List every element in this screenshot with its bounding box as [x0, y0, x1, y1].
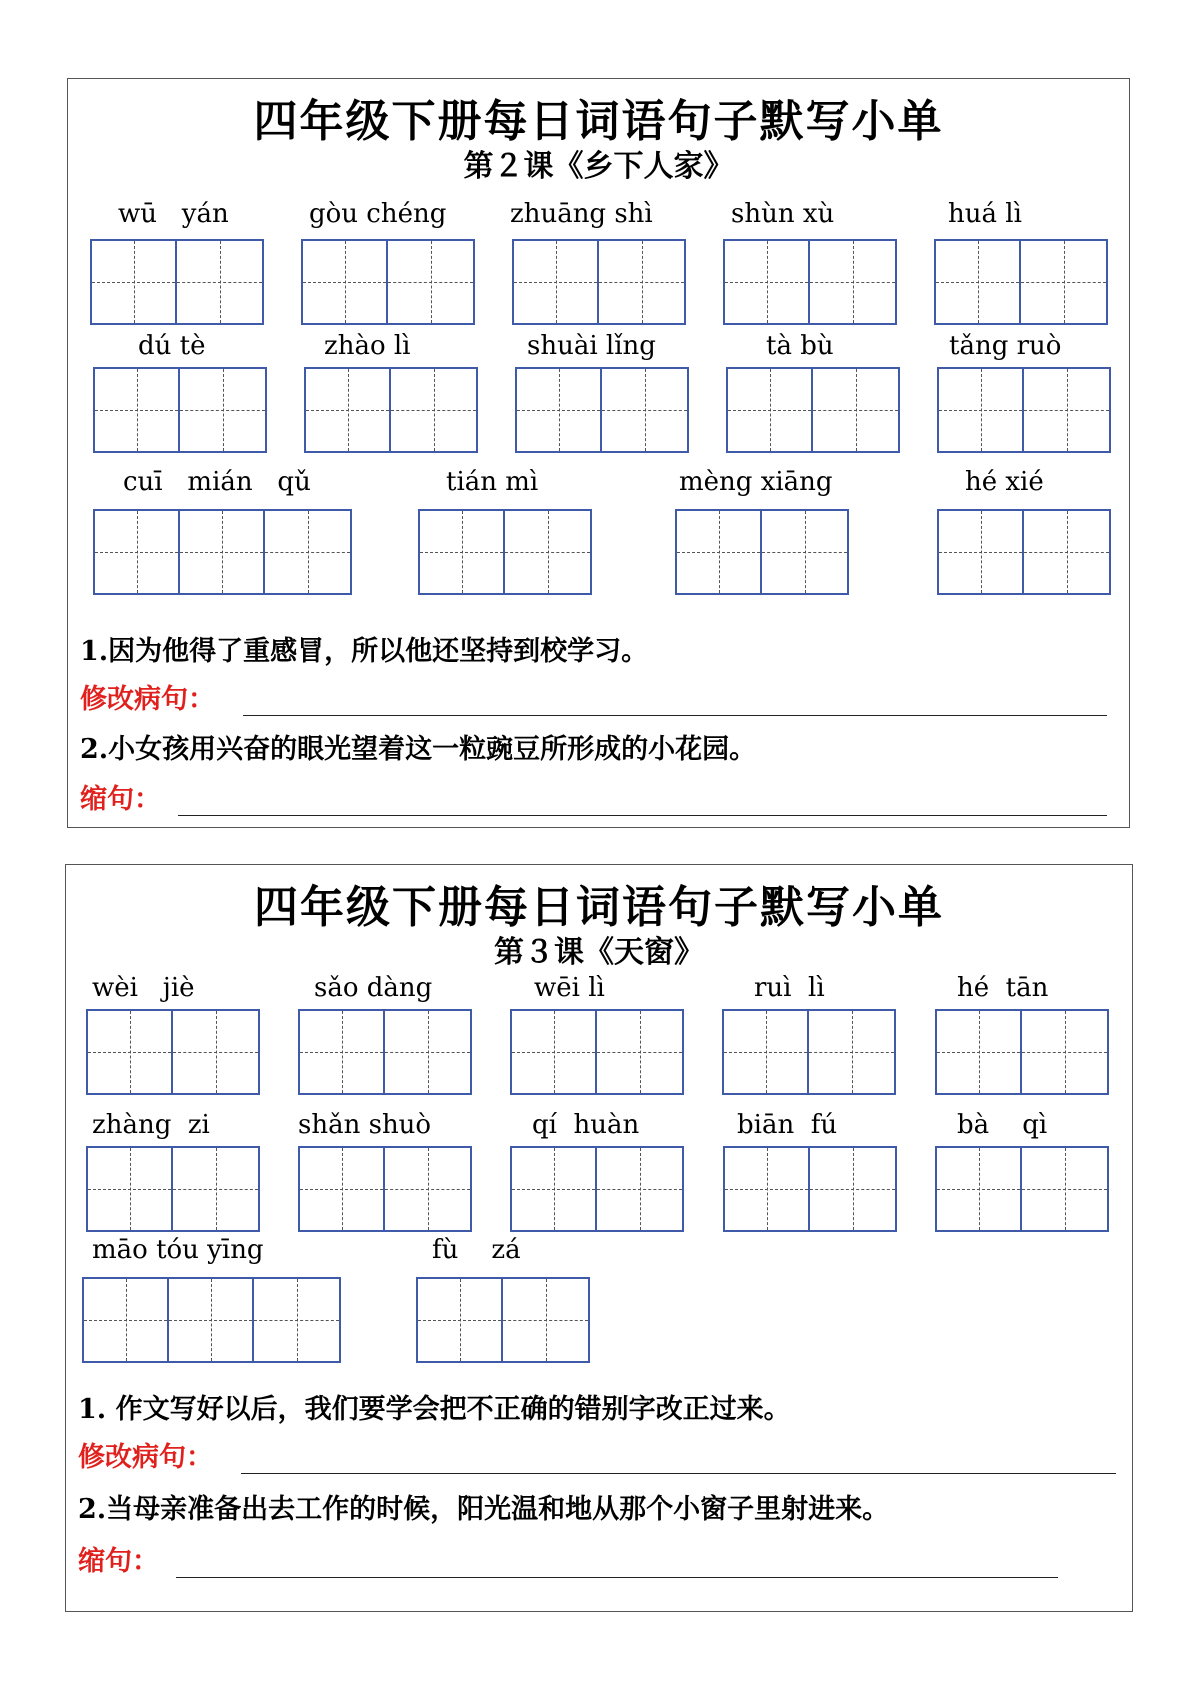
revise-label: 修改病句： — [80, 684, 215, 715]
pinyin-label: wèi jiè — [92, 973, 195, 1003]
pinyin-label: mèng xiāng — [679, 467, 833, 497]
worksheet-title: 四年级下册每日词语句子默写小单 — [253, 96, 944, 147]
writing-grid[interactable] — [86, 1146, 260, 1232]
sentence-shorten: 2.小女孩用兴奋的眼光望着这一粒豌豆所形成的小花园。 — [80, 734, 757, 765]
revise-label: 修改病句： — [78, 1442, 213, 1473]
writing-grid[interactable] — [93, 509, 352, 595]
pinyin-label: bà qì — [957, 1110, 1048, 1140]
pinyin-label: shǎn shuò — [298, 1110, 432, 1140]
writing-grid[interactable] — [515, 367, 689, 453]
revise-answer-line[interactable] — [241, 1473, 1116, 1474]
pinyin-label: zhào lì — [324, 331, 411, 361]
writing-grid[interactable] — [935, 1146, 1109, 1232]
writing-grid[interactable] — [416, 1277, 590, 1363]
pinyin-label: sǎo dàng — [314, 973, 433, 1003]
pinyin-label: shùn xù — [731, 199, 835, 229]
writing-grid[interactable] — [82, 1277, 341, 1363]
pinyin-label: hé tān — [957, 973, 1049, 1003]
worksheet-card-1 — [67, 78, 1130, 828]
worksheet-title: 四年级下册每日词语句子默写小单 — [254, 882, 944, 933]
writing-grid[interactable] — [298, 1146, 472, 1232]
pinyin-label: gòu chéng — [309, 199, 447, 229]
pinyin-label: tà bù — [766, 331, 834, 361]
pinyin-label: ruì lì — [754, 973, 825, 1003]
sentence-revise: 1.因为他得了重感冒，所以他还坚持到校学习。 — [80, 636, 649, 667]
writing-grid[interactable] — [722, 1009, 896, 1095]
writing-grid[interactable] — [510, 1009, 684, 1095]
pinyin-label: dú tè — [138, 331, 206, 361]
writing-grid[interactable] — [935, 1009, 1109, 1095]
writing-grid[interactable] — [512, 239, 686, 325]
writing-grid[interactable] — [675, 509, 849, 595]
pinyin-label: shuài lǐng — [527, 331, 656, 361]
writing-grid[interactable] — [301, 239, 475, 325]
pinyin-label: tián mì — [446, 467, 539, 497]
pinyin-label: qí huàn — [532, 1110, 640, 1140]
shorten-answer-line[interactable] — [178, 815, 1107, 816]
writing-grid[interactable] — [418, 509, 592, 595]
writing-grid[interactable] — [726, 367, 900, 453]
pinyin-label: fù zá — [432, 1235, 521, 1265]
worksheet-card-2 — [65, 864, 1133, 1612]
pinyin-label: zhàng zi — [92, 1110, 210, 1140]
writing-grid[interactable] — [510, 1146, 684, 1232]
sentence-revise: 1. 作文写好以后，我们要学会把不正确的错别字改正过来。 — [78, 1394, 791, 1425]
pinyin-label: hé xié — [965, 467, 1044, 497]
writing-grid[interactable] — [298, 1009, 472, 1095]
pinyin-label: wēi lì — [534, 973, 605, 1003]
writing-grid[interactable] — [304, 367, 478, 453]
writing-grid[interactable] — [937, 509, 1111, 595]
pinyin-label: cuī mián qǔ — [123, 467, 311, 497]
pinyin-label: zhuāng shì — [510, 199, 653, 229]
pinyin-label: māo tóu yīng — [92, 1235, 264, 1265]
writing-grid[interactable] — [723, 239, 897, 325]
shorten-answer-line[interactable] — [176, 1577, 1058, 1578]
writing-grid[interactable] — [86, 1009, 260, 1095]
pinyin-label: biān fú — [737, 1110, 838, 1140]
lesson-heading: 第３课《天窗》 — [494, 935, 704, 970]
pinyin-label: wū yán — [118, 199, 229, 229]
writing-grid[interactable] — [934, 239, 1108, 325]
writing-grid[interactable] — [937, 367, 1111, 453]
revise-answer-line[interactable] — [243, 715, 1107, 716]
shorten-label: 缩句： — [80, 784, 161, 815]
shorten-label: 缩句： — [78, 1546, 159, 1577]
sentence-shorten: 2.当母亲准备出去工作的时候，阳光温和地从那个小窗子里射进来。 — [78, 1494, 890, 1525]
writing-grid[interactable] — [90, 239, 264, 325]
pinyin-label: tǎng ruò — [949, 331, 1062, 361]
pinyin-label: huá lì — [948, 199, 1022, 229]
writing-grid[interactable] — [93, 367, 267, 453]
writing-grid[interactable] — [723, 1146, 897, 1232]
lesson-heading: 第２课《乡下人家》 — [463, 149, 734, 184]
